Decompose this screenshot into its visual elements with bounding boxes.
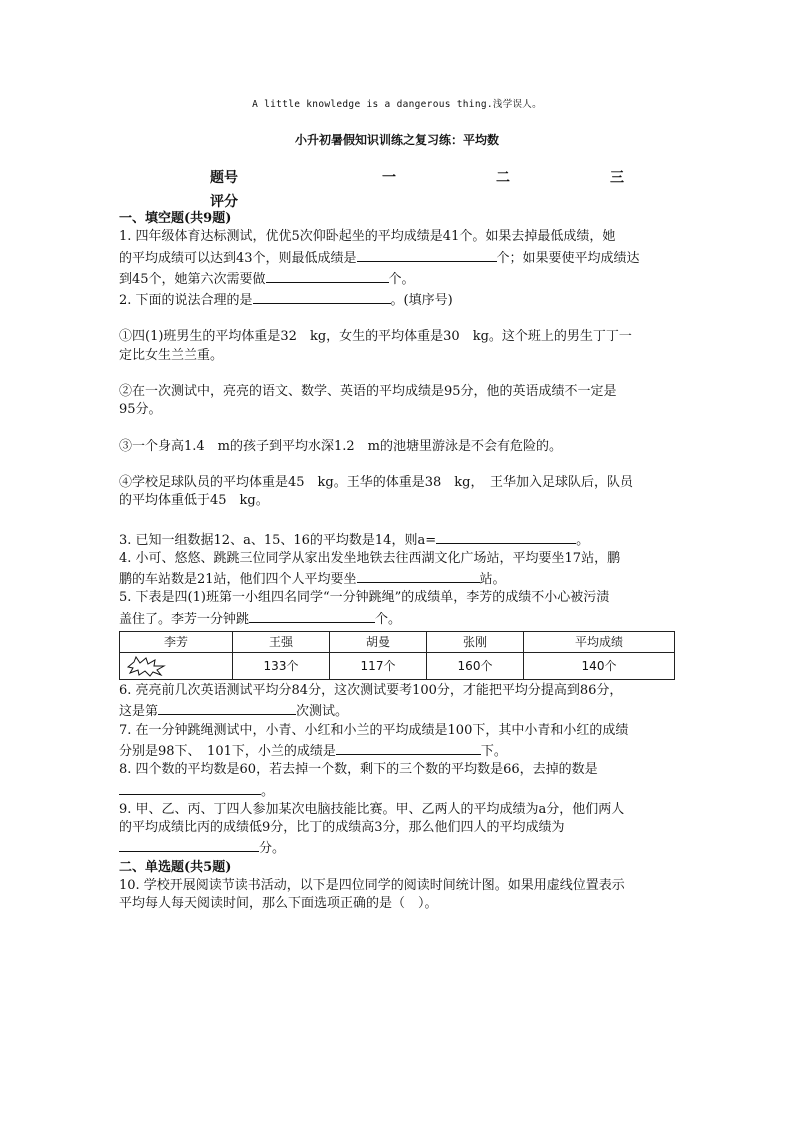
- q9-text-line2: 的平均成绩比丙的成绩低9分，比丁的成绩高3分，那么他们四人的平均成绩为: [119, 820, 565, 836]
- question-7: [119, 722, 679, 762]
- score-col-one: 一: [382, 170, 396, 186]
- q2-option-2: [119, 383, 679, 420]
- q9-text-suffix: 分。: [259, 841, 286, 857]
- question-10: [119, 877, 679, 914]
- q4-text-line2a: 鹏的车站数是21站，他们四个人平均要坐: [119, 572, 357, 588]
- question-1: [119, 228, 679, 289]
- q2-option-4-line2: 的平均体重低于45 kg。: [119, 493, 269, 509]
- q3-text-suffix: 。: [576, 532, 590, 548]
- q5-text-line1: 5. 下表是四(1)班第一小组四名同学“一分钟跳绳”的成绩单，李芳的成绩不小心被污渍: [119, 590, 610, 606]
- question-6: [119, 682, 679, 722]
- q2-answer-blank[interactable]: [253, 289, 391, 304]
- q8-text-suffix: 。: [261, 783, 275, 799]
- score-col-two: 二: [496, 170, 510, 186]
- q6-text-line2a: 这是第: [119, 704, 159, 720]
- table-cell: 117个: [330, 653, 427, 680]
- q4-text-line1: 4. 小可、悠悠、跳跳三位同学从家出发坐地铁去往西湖文化广场站，平均要坐17站，鹏: [119, 550, 621, 566]
- q5-text-line2b: 个。: [375, 611, 402, 627]
- q7-text-line2a: 分别是98下、 101下，小兰的成绩是: [119, 743, 336, 759]
- table-cell: 133个: [233, 653, 330, 680]
- q2-option-2-line2: 95分。: [119, 402, 162, 418]
- stain-cell: [120, 653, 233, 680]
- q2-option-1: [119, 328, 679, 365]
- score-label-question-number: 题号: [210, 170, 238, 186]
- question-8: [119, 761, 679, 801]
- page-title: 小升初暑假知识训练之复习练：平均数: [294, 133, 499, 147]
- score-label-grade: 评分: [210, 194, 238, 210]
- table-header-cell: 王强: [233, 632, 330, 653]
- score-col-three: 三: [610, 170, 624, 186]
- q2-text-suffix: 。(填序号): [390, 293, 453, 309]
- q1-answer-blank-1[interactable]: [357, 247, 497, 262]
- q6-text-line1: 6. 亮亮前几次英语测试平均分84分，这次测试要考100分，才能把平均分提高到86分，: [119, 683, 623, 699]
- q6-answer-blank[interactable]: [158, 700, 296, 715]
- q1-text-line3b: 个。: [388, 271, 415, 287]
- q2-option-3: [119, 438, 679, 456]
- q5-answer-blank[interactable]: [249, 608, 375, 623]
- question-5: [119, 589, 679, 629]
- jump-rope-score-table: [119, 631, 675, 680]
- page-header-motto: A little knowledge is a dangerous thing.浅学误人。: [252, 99, 542, 110]
- q7-text-line1: 7. 在一分钟跳绳测试中，小青、小红和小兰的平均成绩是100下，其中小青和小红的成绩: [119, 722, 629, 738]
- q3-text: 3. 已知一组数据12、a、15、16的平均数是14，则a=: [119, 532, 437, 548]
- q9-text-line1: 9. 甲、乙、丙、丁四人参加某次电脑技能比赛。甲、乙两人的平均成绩为a分，他们两人: [119, 801, 625, 817]
- worksheet-body: [119, 210, 679, 914]
- ink-stain-icon: [126, 655, 166, 677]
- table-header-cell: 李芳: [120, 632, 233, 653]
- q2-option-3-line1: ③一个身高1.4 m的孩子到平均水深1.2 m的池塘里游泳是不会有危险的。: [119, 438, 563, 454]
- q1-text-line3a: 到45个，她第六次需要做: [119, 271, 266, 287]
- table-header-cell: 胡曼: [330, 632, 427, 653]
- q10-text-line2: 平均每人每天阅读时间，那么下面选项正确的是（ ）。: [119, 896, 438, 912]
- q10-text-line1: 10. 学校开展阅读节读书活动，以下是四位同学的阅读时间统计图。如果用虚线位置表示: [119, 878, 625, 894]
- q4-answer-blank[interactable]: [357, 568, 480, 583]
- q2-option-2-line1: ②在一次测试中，亮亮的语文、数学、英语的平均成绩是95分，他的英语成绩不一定是: [119, 384, 617, 400]
- q2-option-4: [119, 474, 679, 511]
- q7-answer-blank[interactable]: [336, 740, 481, 755]
- q1-text-line2a: 的平均成绩可以达到43个，则最低成绩是: [119, 250, 357, 266]
- q8-text-line1: 8. 四个数的平均数是60，若去掉一个数，剩下的三个数的平均数是66，去掉的数是: [119, 762, 598, 778]
- q6-text-line2b: 次测试。: [296, 704, 349, 720]
- table-header-cell: 平均成绩: [524, 632, 675, 653]
- q1-text-line1: 1. 四年级体育达标测试，优优5次仰卧起坐的平均成绩是41个。如果去掉最低成绩，她: [119, 229, 616, 245]
- q5-text-line2a: 盖住了。李芳一分钟跳: [119, 611, 250, 627]
- table-cell: 140个: [524, 653, 675, 680]
- table-row: [120, 653, 675, 680]
- q1-answer-blank-2[interactable]: [266, 268, 389, 283]
- q7-text-line2b: 下。: [480, 743, 507, 759]
- q2-option-4-line1: ④学校足球队员的平均体重是45 kg。王华的体重是38 kg， 王华加入足球队后，队员: [119, 474, 633, 490]
- q9-answer-blank[interactable]: [119, 837, 259, 852]
- q8-answer-blank[interactable]: [119, 780, 261, 795]
- question-3: [119, 529, 679, 550]
- q4-text-line2b: 站。: [479, 572, 506, 588]
- table-header-cell: 张刚: [427, 632, 524, 653]
- q2-text: 2. 下面的说法合理的是: [119, 293, 253, 309]
- section-heading-fill-blank: 一、填空题(共9题): [119, 211, 232, 226]
- q2-option-1-line1: ①四(1)班男生的平均体重是32 kg，女生的平均体重是30 kg。这个班上的男生丁丁一: [119, 329, 632, 345]
- question-2: [119, 289, 679, 310]
- table-header-row: [120, 632, 675, 653]
- q3-answer-blank[interactable]: [436, 529, 576, 544]
- question-9: [119, 801, 679, 859]
- q1-text-line2b: 个；如果要使平均成绩达: [496, 250, 640, 266]
- question-4: [119, 550, 679, 590]
- table-cell: 160个: [427, 653, 524, 680]
- section-heading-single-choice: 二、单选题(共5题): [119, 859, 232, 875]
- q2-option-1-line2: 定比女生兰兰重。: [119, 347, 224, 363]
